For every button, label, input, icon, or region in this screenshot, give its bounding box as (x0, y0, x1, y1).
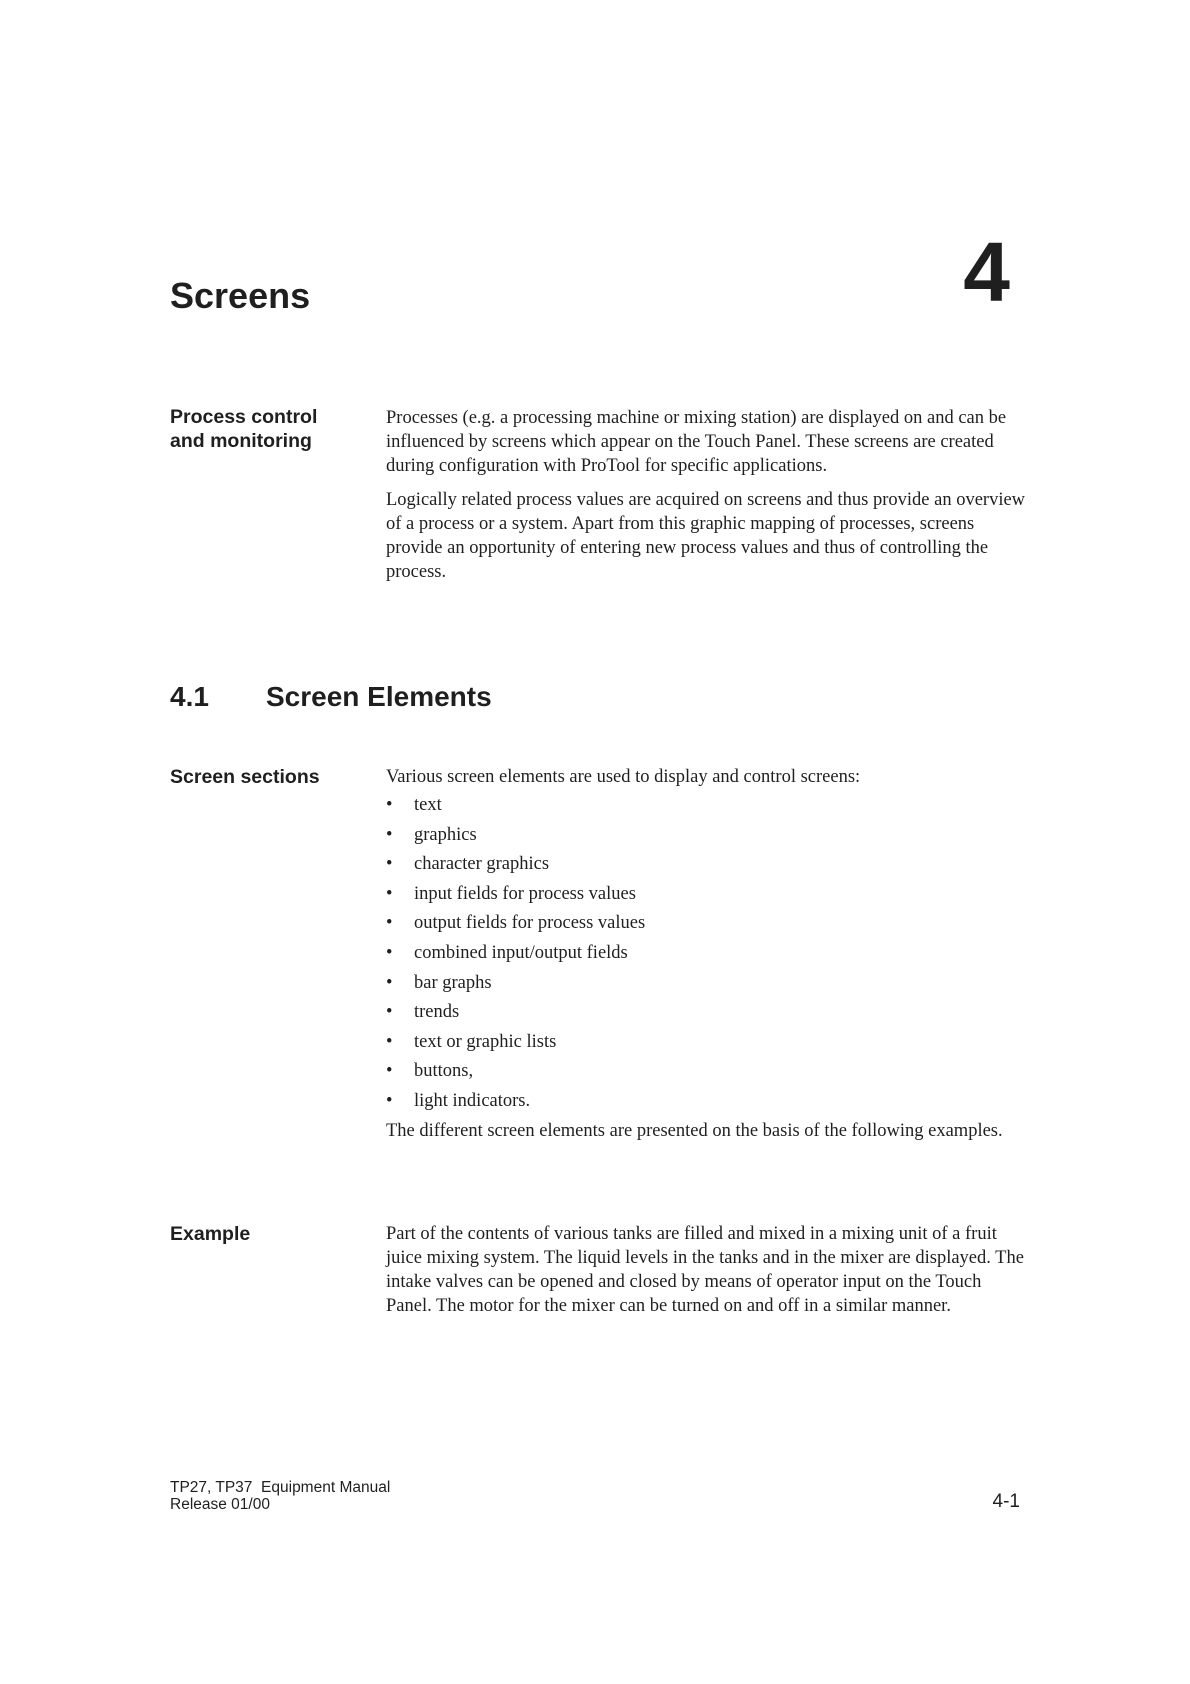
side-heading-screen-sections: Screen sections (170, 766, 320, 788)
bullet-icon: • (386, 854, 393, 875)
list-item-text: output fields for process values (414, 913, 646, 934)
list-item (386, 1000, 1026, 1024)
bullet-icon: • (386, 1090, 393, 1111)
list-item (386, 793, 1026, 817)
intro-paragraph: Processes (e.g. a processing machine or mixing station) are displayed on and can be influenced by screens which appear on the Touch Panel. These screens are created during configuration with ProTool for specific applications. (386, 408, 1007, 476)
intro-body (386, 406, 1026, 584)
section-number: 4.1 (170, 681, 209, 712)
list-item-text: light indicators. (414, 1090, 531, 1111)
bullet-icon: • (386, 913, 393, 934)
screen-sections-lead: Various screen elements are used to display and control screens: (386, 767, 861, 787)
bullet-icon: • (386, 942, 393, 963)
bullet-icon: • (386, 883, 393, 904)
footer-manual-info (170, 1479, 390, 1513)
list-item-text: text (414, 795, 442, 815)
section-heading (170, 680, 492, 714)
list-item-text: text or graphic lists (414, 1031, 557, 1052)
side-heading-line: Process control (170, 406, 318, 428)
chapter-title: Screens (170, 275, 311, 316)
list-item-text: trends (414, 1002, 460, 1023)
bullet-icon: • (386, 1002, 393, 1023)
screen-sections-closing: The different screen elements are presented on the basis of the following examples. (386, 1120, 1003, 1141)
example-paragraph: Part of the contents of various tanks are filled and mixed in a mixing unit of a fruit juice mixing system. The liquid levels in the tanks and in the mixer are displayed. The intake valves can be opened and closed by means of operator input on the Touch Panel. The motor for the mixer can be turned on and off in a similar manner. (386, 1224, 1024, 1316)
page-number: 4-1 (992, 1491, 1020, 1512)
list-item-text: combined input/output fields (414, 942, 628, 963)
bullet-icon: • (386, 1031, 393, 1052)
bullet-icon: • (386, 1061, 393, 1082)
list-item (386, 971, 1026, 995)
list-item (386, 911, 1026, 935)
list-item (386, 1089, 1026, 1113)
example-body (386, 1222, 1026, 1318)
side-heading-example: Example (170, 1223, 251, 1245)
side-heading-line: and monitoring (170, 430, 312, 452)
list-item-text: graphics (414, 824, 477, 845)
list-item-text: bar graphs (414, 972, 492, 993)
screen-elements-list (386, 793, 1026, 1113)
list-item (386, 1059, 1026, 1083)
list-item-text: buttons, (414, 1061, 474, 1082)
list-item (386, 852, 1026, 876)
side-heading-process-control (170, 405, 370, 453)
bullet-icon: • (386, 972, 393, 993)
list-item (386, 941, 1026, 965)
list-item (386, 1030, 1026, 1054)
intro-paragraph: Logically related process values are acquired on screens and thus provide an overview of a process or a system. Apart from this graphic mapping of processes, screens provide an opportunity of entering new process values and thus of controlling the process. (386, 490, 1026, 582)
screen-sections-body (386, 765, 1026, 1143)
list-item-text: character graphics (414, 854, 550, 875)
section-title: Screen Elements (266, 681, 492, 712)
bullet-icon: • (386, 824, 393, 845)
footer-manual-title: TP27, TP37 Equipment Manual (170, 1479, 391, 1496)
bullet-icon: • (386, 795, 393, 815)
chapter-number: 4 (963, 225, 1010, 319)
list-item (386, 823, 1026, 847)
list-item-text: input fields for process values (414, 883, 636, 904)
footer-release: Release 01/00 (170, 1496, 270, 1513)
list-item (386, 882, 1026, 906)
